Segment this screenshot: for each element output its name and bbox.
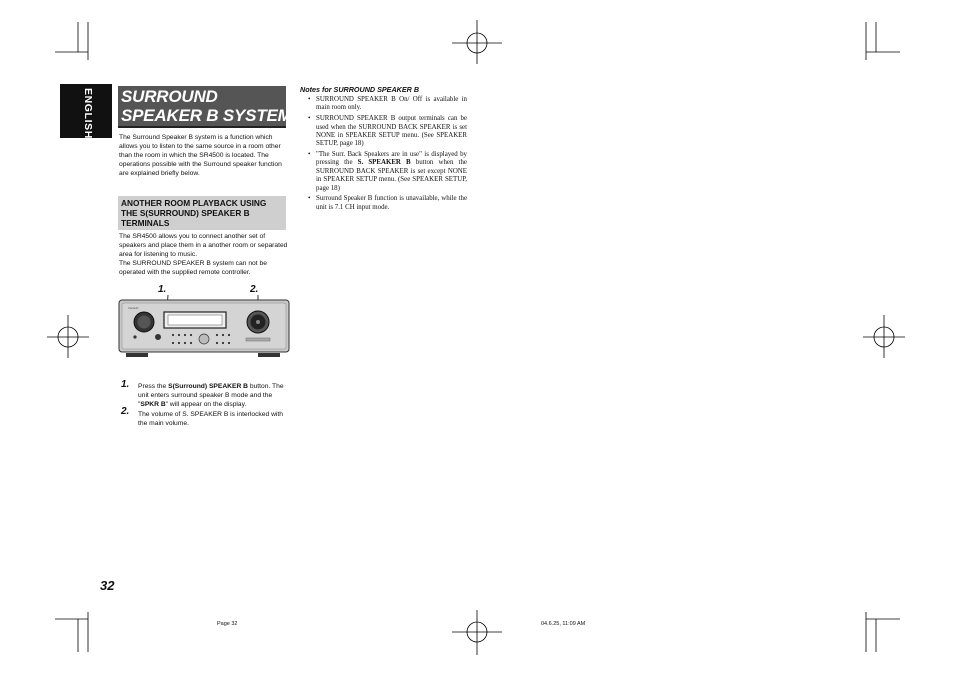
- figure-callout-1: 1.: [158, 284, 167, 295]
- language-tab-label: ENGLISH: [82, 88, 94, 139]
- step-1-text: [138, 382, 290, 410]
- section-body: [119, 233, 289, 278]
- page-title-line-2: SPEAKER B SYSTEM: [121, 106, 292, 125]
- note-item: [306, 151, 467, 193]
- step-1-part-2: button. The unit enters surround speaker B mode and the ": [138, 383, 284, 409]
- notes-heading: Notes for SURROUND SPEAKER B: [300, 85, 420, 94]
- note-item: • SURROUND SPEAKER B output terminals can be used when the SURROUND BACK SPEAKER is set NONE in SPEAKER SETUP menu. (See SPEAKER SETUP, page 18): [306, 115, 467, 149]
- page-title-line-1: SURROUND: [121, 87, 218, 106]
- note-3-part-2: button when the SURROUND BACK SPEAKER is set except NONE in SPEAKER SETUP menu. (See SPEAKER SETUP, page 18): [316, 159, 467, 192]
- section-heading-line-1: ANOTHER ROOM PLAYBACK USING: [121, 198, 267, 208]
- step-1-part-1: Press the: [138, 383, 169, 390]
- intro-paragraph: The Surround Speaker B system is a function which allows you to listen to the same source in a room other than the room in which the SR4500 is located. The operations possible with the Surround speaker function are explained briefly below.: [119, 134, 282, 177]
- language-tab: [60, 84, 112, 138]
- section-paragraph-1: The SR4500 allows you to connect another set of speakers and place them in a another room or separated area for listening to music.: [119, 233, 288, 258]
- notes-list: [306, 96, 467, 214]
- footer-timestamp: 04.6.25, 11:09 AM: [541, 621, 586, 627]
- step-2-number: 2.: [121, 406, 130, 417]
- step-2-text: The volume of S. SPEAKER B is interlocked with the main volume.: [138, 411, 283, 428]
- note-3-bold: S. SPEAKER B: [357, 159, 411, 167]
- section-heading-line-2: THE S(SURROUND) SPEAKER B: [121, 208, 250, 218]
- figure-callout-2: 2.: [250, 284, 259, 295]
- page-number: 32: [100, 578, 115, 593]
- note-item: • SURROUND SPEAKER B On/ Off is available in main room only.: [306, 96, 467, 113]
- section-heading-line-3: TERMINALS: [121, 218, 170, 228]
- note-item: • Surround Speaker B function is unavailable, while the unit is 7.1 CH input mode.: [306, 195, 467, 212]
- step-1-bold-1: S(Surround) SPEAKER B: [168, 383, 248, 390]
- svg-text:marantz: marantz: [128, 307, 139, 310]
- note-3-part-1: "The Surr. Back Speakers are in use" is displayed by pressing the: [316, 151, 467, 167]
- section-paragraph-2: The SURROUND SPEAKER B system can not be operated with the supplied remote controller.: [119, 259, 267, 276]
- step-1-number: 1.: [121, 379, 130, 390]
- step-1-part-3: " will appear on the display.: [165, 401, 247, 409]
- step-1-bold-2: SPKR B: [140, 401, 166, 409]
- section-heading: [118, 196, 286, 230]
- page-title: [118, 86, 292, 128]
- footer-page-label: Page 32: [217, 621, 238, 627]
- receiver-front-panel-illustration: [118, 291, 290, 363]
